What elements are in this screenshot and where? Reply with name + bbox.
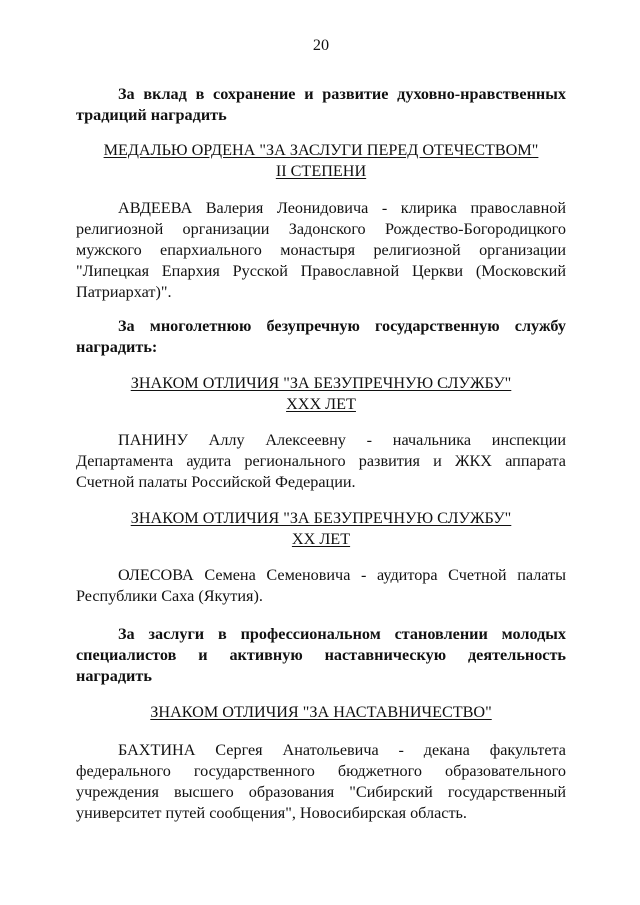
recipient-olesov: ОЛЕСОВА Семена Семеновича - аудитора Счетной палаты Республики Саха (Якутия). [76, 566, 566, 605]
award-intro-spiritual: За вклад в сохранение и развитие духовно-нравственных традиций наградить [76, 85, 566, 124]
award-title-line: II СТЕПЕНИ [275, 162, 367, 180]
award-title-line: ЗНАКОМ ОТЛИЧИЯ "ЗА БЕЗУПРЕЧНУЮ СЛУЖБУ" [130, 374, 512, 392]
award-title-line: XX ЛЕТ [291, 530, 351, 548]
recipient-avdeev: АВДЕЕВА Валерия Леонидовича - клирика православной религиозной организации Задонского Рождество-Богородицкого мужского епархиального монастыря религиозной организации "Липецкая Епархия Русской Православной Церкви (Московский Патриархат)". [76, 199, 566, 301]
award-title-order-medal [76, 140, 566, 182]
award-title-mentorship [76, 702, 566, 723]
award-title-line: ЗНАКОМ ОТЛИЧИЯ "ЗА НАСТАВНИЧЕСТВО" [150, 703, 492, 721]
award-title-service-30 [76, 373, 566, 415]
award-intro-civil-service: За многолетнюю безупречную государственную службу наградить: [76, 317, 566, 356]
award-title-service-20 [76, 508, 566, 550]
recipient-bakhtin: БАХТИНА Сергея Анатольевича - декана факультета федерального государственного бюджетного образовательного учреждения высшего образования "Сибирский государственный университет путей сообщения", Новосибирская область. [76, 741, 566, 822]
award-title-line: XXX ЛЕТ [286, 395, 356, 413]
page-number: 20 [312, 36, 330, 54]
award-intro-mentorship: За заслуги в профессиональном становлении молодых специалистов и активную наставническую деятельность наградить [76, 625, 566, 685]
award-title-line: ЗНАКОМ ОТЛИЧИЯ "ЗА БЕЗУПРЕЧНУЮ СЛУЖБУ" [130, 509, 512, 527]
award-title-line: МЕДАЛЬЮ ОРДЕНА "ЗА ЗАСЛУГИ ПЕРЕД ОТЕЧЕСТВОМ" [103, 141, 539, 159]
recipient-panina: ПАНИНУ Аллу Алексеевну - начальника инспекции Департамента аудита регионального развития и ЖКХ аппарата Счетной палаты Российской Федерации. [76, 431, 566, 491]
